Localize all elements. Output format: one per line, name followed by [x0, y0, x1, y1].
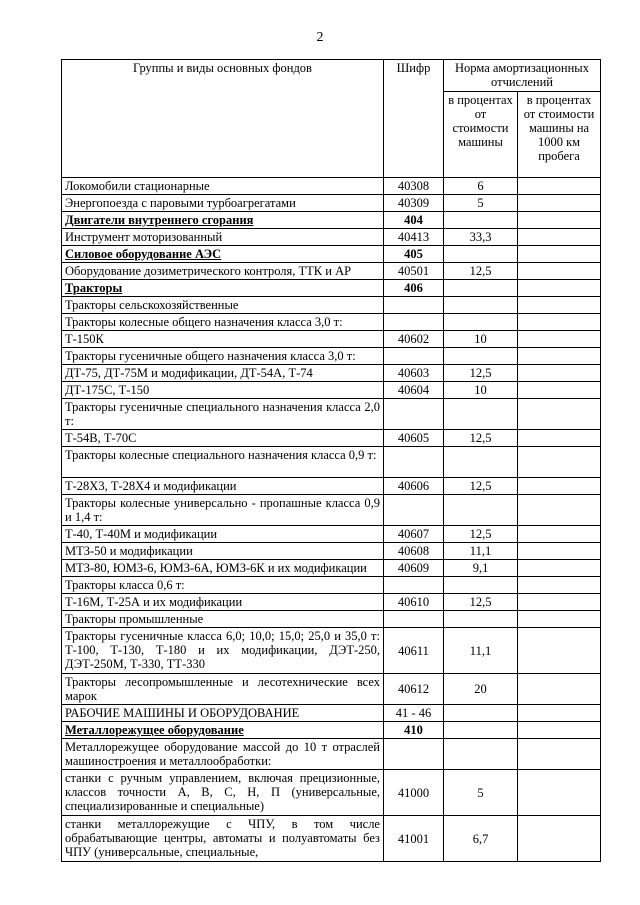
row-pct-1000km [518, 478, 601, 495]
table-row [62, 297, 601, 314]
row-pct-cost: 12,5 [444, 430, 518, 447]
table-row [62, 543, 601, 560]
table-row [62, 770, 601, 816]
row-name: Металлорежущее оборудование [62, 722, 384, 739]
row-pct-cost: 10 [444, 382, 518, 399]
row-code [384, 739, 444, 770]
row-pct-1000km [518, 314, 601, 331]
row-code: 40608 [384, 543, 444, 560]
row-pct-1000km [518, 212, 601, 229]
row-pct-cost: 20 [444, 674, 518, 705]
row-name: МТЗ-80, ЮМЗ-6, ЮМЗ-6А, ЮМЗ-6К и их модификации [62, 560, 384, 577]
row-name: Т-150К [62, 331, 384, 348]
row-pct-cost: 12,5 [444, 365, 518, 382]
row-pct-1000km [518, 705, 601, 722]
row-code: 40612 [384, 674, 444, 705]
row-pct-1000km [518, 430, 601, 447]
row-pct-1000km [518, 365, 601, 382]
row-name: Т-54В, Т-70С [62, 430, 384, 447]
table-row [62, 722, 601, 739]
table-row [62, 280, 601, 297]
row-code: 405 [384, 246, 444, 263]
row-code: 406 [384, 280, 444, 297]
row-pct-1000km [518, 722, 601, 739]
row-pct-cost [444, 447, 518, 478]
row-pct-cost: 9,1 [444, 560, 518, 577]
table-row [62, 365, 601, 382]
row-code: 404 [384, 212, 444, 229]
row-name: Т-28Х3, Т-28Х4 и модификации [62, 478, 384, 495]
row-name: Тракторы колесные общего назначения класса 3,0 т: [62, 314, 384, 331]
table-row [62, 577, 601, 594]
row-pct-cost: 12,5 [444, 478, 518, 495]
table-row [62, 628, 601, 674]
row-pct-cost [444, 399, 518, 430]
table-row [62, 594, 601, 611]
row-pct-1000km [518, 739, 601, 770]
row-pct-cost [444, 722, 518, 739]
row-pct-1000km [518, 594, 601, 611]
row-name: Тракторы колесные универсально - пропашные класса 0,9 и 1,4 т: [62, 495, 384, 526]
row-pct-1000km [518, 382, 601, 399]
header-code: Шифр [384, 60, 444, 178]
header-group: Группы и виды основных фондов [62, 60, 384, 178]
row-pct-cost [444, 739, 518, 770]
row-name: Силовое оборудование АЭС [62, 246, 384, 263]
row-pct-cost: 6,7 [444, 816, 518, 862]
row-code: 40607 [384, 526, 444, 543]
row-code: 40308 [384, 178, 444, 195]
row-name: Локомобили стационарные [62, 178, 384, 195]
row-code: 41 - 46 [384, 705, 444, 722]
row-code [384, 399, 444, 430]
row-name: Инструмент моторизованный [62, 229, 384, 246]
row-pct-1000km [518, 526, 601, 543]
row-code: 40611 [384, 628, 444, 674]
row-name: Тракторы лесопромышленные и лесотехнические всех марок [62, 674, 384, 705]
row-pct-1000km [518, 399, 601, 430]
row-pct-1000km [518, 628, 601, 674]
row-pct-cost: 12,5 [444, 263, 518, 280]
row-name: Тракторы гусеничные специального назначения класса 2,0 т: [62, 399, 384, 430]
row-name: ДТ-75, ДТ-75М и модификации, ДТ-54А, Т-74 [62, 365, 384, 382]
row-code [384, 348, 444, 365]
row-name: Двигатели внутреннего сгорания [62, 212, 384, 229]
row-code [384, 297, 444, 314]
row-pct-cost: 6 [444, 178, 518, 195]
row-pct-cost: 11,1 [444, 628, 518, 674]
table-row [62, 478, 601, 495]
row-pct-1000km [518, 560, 601, 577]
table-row [62, 229, 601, 246]
page-number: 2 [316, 30, 324, 45]
row-pct-cost [444, 297, 518, 314]
row-code [384, 447, 444, 478]
table-row [62, 246, 601, 263]
table-row [62, 195, 601, 212]
header-pct-1000km: в процентах от стоимости машины на 1000 км пробега [518, 92, 601, 178]
row-pct-1000km [518, 331, 601, 348]
row-name: Оборудование дозиметрического контроля, ТТК и АР [62, 263, 384, 280]
table-row [62, 705, 601, 722]
row-pct-1000km [518, 495, 601, 526]
row-pct-cost [444, 705, 518, 722]
row-name: станки металлорежущие с ЧПУ, в том числе обрабатывающие центры, автоматы и полуавтоматы без ЧПУ (универсальные, специальные, [62, 816, 384, 862]
row-pct-1000km [518, 577, 601, 594]
row-pct-cost: 10 [444, 331, 518, 348]
row-pct-cost: 11,1 [444, 543, 518, 560]
table-row [62, 430, 601, 447]
row-pct-cost [444, 212, 518, 229]
row-pct-1000km [518, 297, 601, 314]
row-code [384, 495, 444, 526]
row-code: 40309 [384, 195, 444, 212]
row-pct-1000km [518, 263, 601, 280]
row-pct-1000km [518, 447, 601, 478]
header-norm: Норма амортизационных отчислений [444, 60, 601, 92]
row-pct-1000km [518, 195, 601, 212]
row-pct-cost [444, 577, 518, 594]
row-name: ДТ-175С, Т-150 [62, 382, 384, 399]
row-pct-cost [444, 314, 518, 331]
row-code: 40610 [384, 594, 444, 611]
row-pct-cost [444, 495, 518, 526]
depreciation-table [61, 59, 601, 862]
row-pct-cost [444, 280, 518, 297]
table-row [62, 399, 601, 430]
row-pct-cost [444, 348, 518, 365]
row-pct-cost: 12,5 [444, 526, 518, 543]
row-name: Т-16М, Т-25А и их модификации [62, 594, 384, 611]
row-code: 40602 [384, 331, 444, 348]
table-row [62, 348, 601, 365]
row-pct-1000km [518, 246, 601, 263]
row-pct-cost: 5 [444, 195, 518, 212]
table-row [62, 178, 601, 195]
table-row [62, 314, 601, 331]
row-code: 40609 [384, 560, 444, 577]
header-pct-cost: в процентах от стоимости машины [444, 92, 518, 178]
row-code [384, 611, 444, 628]
table-row [62, 739, 601, 770]
row-name: Тракторы класса 0,6 т: [62, 577, 384, 594]
table-row [62, 526, 601, 543]
table-row [62, 382, 601, 399]
row-pct-cost: 12,5 [444, 594, 518, 611]
row-code [384, 577, 444, 594]
row-code: 40413 [384, 229, 444, 246]
row-name: МТЗ-50 и модификации [62, 543, 384, 560]
table-row [62, 674, 601, 705]
row-pct-cost: 33,3 [444, 229, 518, 246]
row-code: 40604 [384, 382, 444, 399]
row-name: станки с ручным управлением, включая прецизионные, классов точности А, В, С, Н, П (универсальные, специализированные и специальные) [62, 770, 384, 816]
row-pct-1000km [518, 229, 601, 246]
row-name: Энергопоезда с паровыми турбоагрегатами [62, 195, 384, 212]
row-pct-cost: 5 [444, 770, 518, 816]
row-code: 40603 [384, 365, 444, 382]
row-name: Тракторы гусеничные класса 6,0; 10,0; 15,0; 25,0 и 35,0 т: Т-100, Т-130, Т-180 и их модификации, ДЭТ-250, ДЭТ-250М, Т-330, ТТ-330 [62, 628, 384, 674]
table-row [62, 560, 601, 577]
row-code: 41001 [384, 816, 444, 862]
row-pct-1000km [518, 816, 601, 862]
row-code: 41000 [384, 770, 444, 816]
row-pct-1000km [518, 674, 601, 705]
table-row [62, 611, 601, 628]
row-code: 410 [384, 722, 444, 739]
row-name: Тракторы [62, 280, 384, 297]
row-name: Тракторы промышленные [62, 611, 384, 628]
row-name: Металлорежущее оборудование массой до 10 т отраслей машиностроения и металлообработки: [62, 739, 384, 770]
table-row [62, 495, 601, 526]
row-name: Тракторы гусеничные общего назначения класса 3,0 т: [62, 348, 384, 365]
row-pct-1000km [518, 280, 601, 297]
row-pct-1000km [518, 770, 601, 816]
row-name: РАБОЧИЕ МАШИНЫ И ОБОРУДОВАНИЕ [62, 705, 384, 722]
row-pct-1000km [518, 543, 601, 560]
row-name: Тракторы сельскохозяйственные [62, 297, 384, 314]
row-code: 40606 [384, 478, 444, 495]
table-body [62, 178, 601, 862]
table-row [62, 331, 601, 348]
row-pct-1000km [518, 611, 601, 628]
row-code [384, 314, 444, 331]
row-code: 40501 [384, 263, 444, 280]
table-row [62, 212, 601, 229]
row-code: 40605 [384, 430, 444, 447]
table-row [62, 816, 601, 862]
row-name: Т-40, Т-40М и модификации [62, 526, 384, 543]
row-pct-cost [444, 246, 518, 263]
row-pct-1000km [518, 348, 601, 365]
row-pct-cost [444, 611, 518, 628]
table-row [62, 263, 601, 280]
row-name: Тракторы колесные специального назначения класса 0,9 т: [62, 447, 384, 478]
row-pct-1000km [518, 178, 601, 195]
table-row [62, 447, 601, 478]
